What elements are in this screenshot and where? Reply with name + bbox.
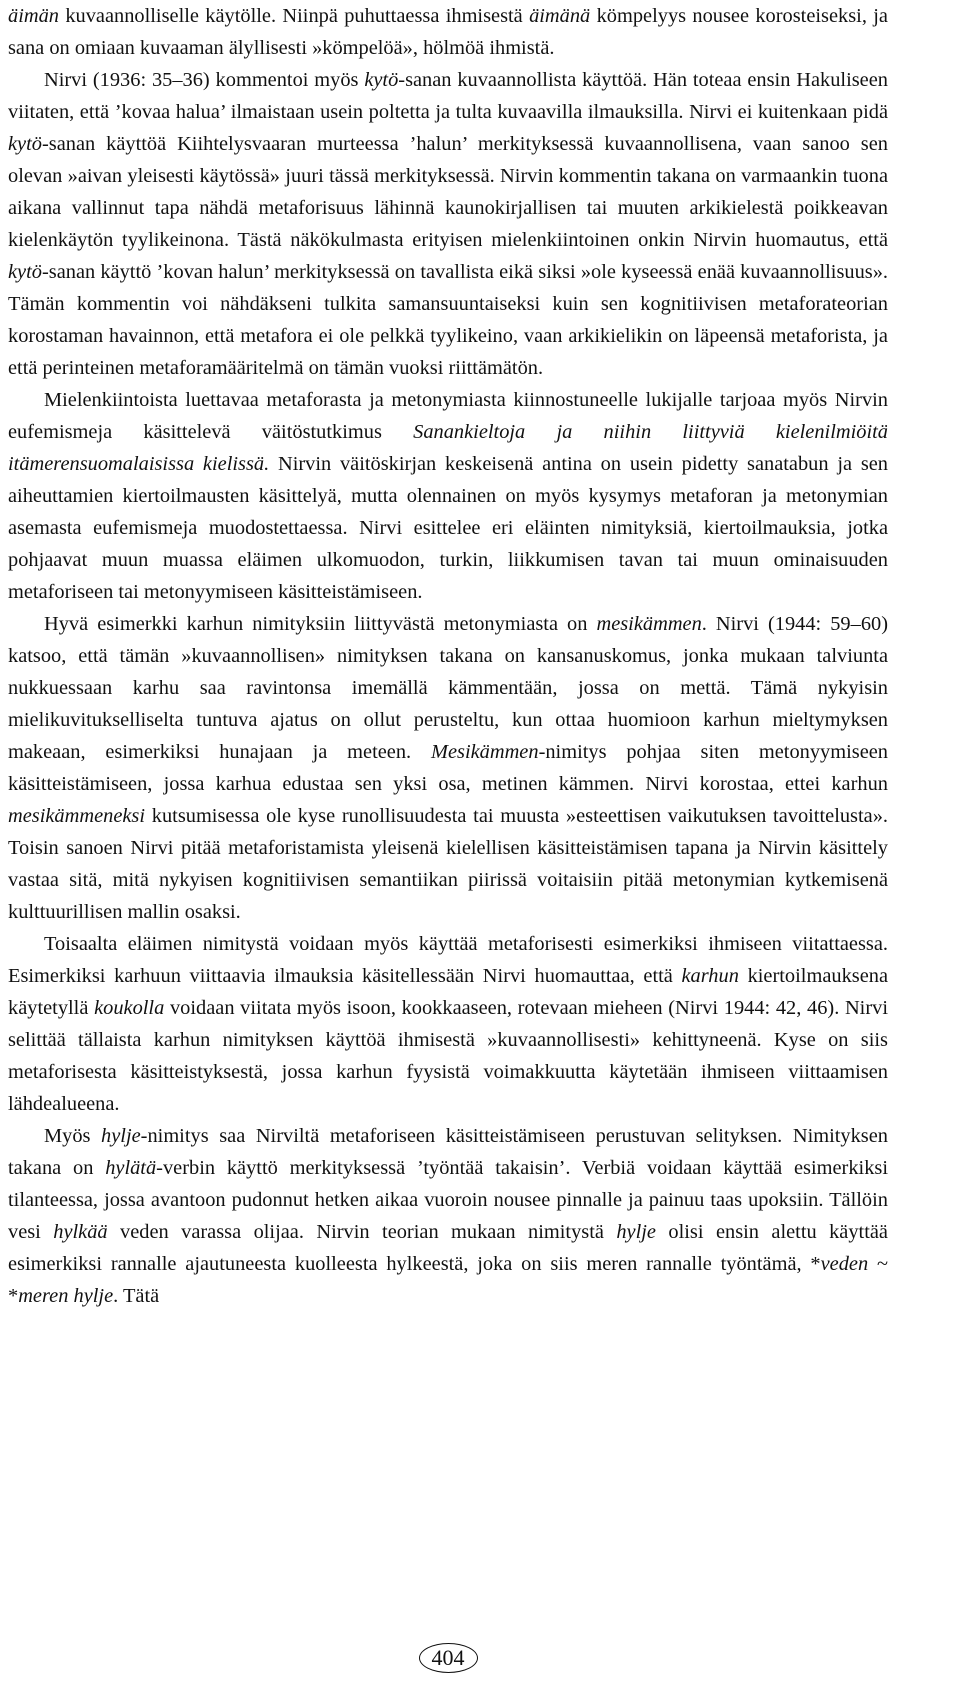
text-run: olisi ensin alettu käyttää esimerkiksi rannalle ajautuneesta kuolleesta hylkeestä, joka on siis meren rannalle työntämä, * [8, 1221, 888, 1275]
text-run: Nirvi (1936: 35–36) kommentoi myös [44, 69, 365, 91]
text-run: . Tätä [113, 1285, 160, 1307]
text-run: kutsumisessa ole kyse runollisuudesta tai muusta »esteettisen vaikutuksen tavoittelusta». Toisin sanoen Nirvi pitää metaforistamista yleisenä kielellisen käsitteistämisen tapana ja Nirvin käsittely vastaa sitä, mitä nykyisen kognitiivisen semantiikan piirissä voitaisiin pitää metonymian kytkemisenä kulttuurillisen mallin osaksi. [8, 805, 888, 923]
italic-text-run: mesikämmeneksi [8, 805, 146, 827]
page-footer [0, 1643, 896, 1673]
text-run: kuvaannolliselle käytölle. Niinpä puhuttaessa ihmisestä [58, 5, 530, 27]
paragraph [8, 1120, 888, 1312]
italic-text-run: Sanankieltoja ja niihin liittyviä kielenilmiöitä itämerensuomalaisissa kielissä. [8, 421, 888, 475]
text-run: . Nirvi (1944: 59–60) katsoo, että tämän »kuvaannollisen» nimityksen takana on kansanuskomus, jonka mukaan talviunta nukkuessaan karhu saa ravintonsa imemällä kämmentään, jossa on mettä. Tämä nykyisin mielikuvitukselliselta tuntuva ajatus on ollut perusteltu, kun ottaa huomioon karhun mieltymyksen makeaan, esimerkiksi hunajaan ja meteen. [8, 613, 889, 763]
text-run: -nimitys pohjaa siten metonyymiseen käsitteistämiseen, jossa karhua edustaa sen yksi osa, metinen kämmen. Nirvi korostaa, ettei karhun [8, 741, 888, 795]
paragraph [8, 64, 888, 384]
italic-text-run: Mesikämmen [430, 741, 539, 763]
italic-text-run: kytö [8, 261, 42, 283]
italic-text-run: hylätä [105, 1157, 157, 1179]
text-run: Hyvä esimerkki karhun nimityksiin liittyvästä metonymiasta on [44, 613, 597, 635]
page-number: 404 [419, 1643, 478, 1673]
text-run: Myös [44, 1125, 102, 1147]
italic-text-run: äimän [8, 5, 59, 27]
italic-text-run: kytö [8, 133, 42, 155]
text-run: -verbin käyttö merkityksessä ’työntää takaisin’. Verbiä voidaan käyttää esimerkiksi tilanteessa, jossa avantoon pudonnut hetken aikaa vuoroin nousee pinnalle ja painuu taas upoksiin. Tällöin vesi [8, 1157, 888, 1243]
text-run: -sanan käyttöä Kiihtelysvaaran murteessa ’halun’ merkityksessä kuvaannollisena, vaan sanoo sen olevan »aivan yleisesti käytössä» juuri tässä merkityksessä. Nirvin kommentin takana on varmaankin tuona aikana vallinnut tapa nähdä metaforisuus lähinnä kaunokirjallisen tai muuten arkikielestä poikkeavan kielenkäytön tyylikeinona. Tästä näkökulmasta erityisen mielenkiintoinen onkin Nirvin huomautus, että [8, 133, 888, 251]
italic-text-run: hylje [101, 1125, 141, 1147]
italic-text-run: koukolla [94, 997, 165, 1019]
paragraph [8, 384, 888, 608]
italic-text-run: hylkää [53, 1221, 108, 1243]
paragraph [8, 0, 888, 64]
italic-text-run: mesikämmen [596, 613, 702, 635]
italic-text-run: veden [820, 1253, 869, 1275]
italic-text-run: kytö [364, 69, 399, 91]
text-run: Mielenkiintoista luettavaa metaforasta ja metonymiasta kiinnostuneelle lukijalle tarjoaa myös Nirvin eufemismeja käsittelevä väitöstutkimus [8, 389, 888, 443]
italic-text-run: hylje [616, 1221, 656, 1243]
italic-text-run: karhun [681, 965, 739, 987]
text-run: voidaan viitata myös isoon, kookkaaseen, rotevaan mieheen (Nirvi 1944: 42, 46). Nirvi selittää tällaista karhun nimityksen käyttöä ihmisestä »kuvaannollisesti» kehittyneenä. Kyse on siis metaforisesta käsitteistyksestä, jossa karhun fyysistä voimakkuutta käytetään ihmiseen viittaamisen lähdealueena. [8, 997, 889, 1115]
italic-text-run: äimänä [529, 5, 591, 27]
text-run: ~ * [8, 1253, 888, 1307]
text-run: kömpelyys nousee korosteiseksi, ja sana on omiaan kuvaaman älyllisesti »kömpelöä», hölmöä ihmistä. [8, 5, 888, 59]
text-run: veden varassa olijaa. Nirvin teorian mukaan nimitystä [107, 1221, 617, 1243]
text-run: Toisaalta eläimen nimitystä voidaan myös käyttää metaforisesti esimerkiksi ihmiseen viitattaessa. Esimerkiksi karhuun viittaavia ilmauksia käsitellessään Nirvi huomauttaa, että [8, 933, 888, 987]
paragraph [8, 608, 888, 928]
paragraph [8, 928, 888, 1120]
text-run: kiertoilmauksena käytetyllä [8, 965, 888, 1019]
page-body [8, 0, 888, 1312]
italic-text-run: meren hylje [18, 1285, 114, 1307]
text-run: -sanan käyttö ’kovan halun’ merkityksessä on tavallista eikä siksi »ole kyseessä enää kuvaannollisuus». Tämän kommentin voi nähdäkseni tulkita samansuuntaiseksi kuin sen kognitiivisen metaforateorian korostaman havainnon, että metafora ei ole pelkkä tyylikeino, vaan arkikielikin on läpeensä metaforista, ja että perinteinen metaforamääritelmä on tämän vuoksi riittämätön. [8, 261, 888, 379]
text-run: -nimitys saa Nirviltä metaforiseen käsitteistämiseen perustuvan selityksen. Nimityksen takana on [8, 1125, 888, 1179]
text-run: Nirvin väitöskirjan keskeisenä antina on usein pidetty sanatabun ja sen aiheuttamien kiertoilmausten käsittelyä, mutta olennainen on myös kysymys metaforan ja metonymian asemasta eufemismeja muodostettaessa. Nirvi esittelee eri eläinten nimityksiä, kiertoilmauksia, jotka pohjaavat muun muassa eläimen ulkomuodon, turkin, liikkumisen tavan tai muun ominaisuuden metaforiseen tai metonyymiseen käsitteistämiseen. [8, 453, 888, 603]
text-run: -sanan kuvaannollista käyttöä. Hän toteaa ensin Hakuliseen viitaten, että ’kovaa halua’ ilmaistaan usein poltetta ja tulta kuvaavilla ilmauksilla. Nirvi ei kuitenkaan pidä [8, 69, 888, 123]
